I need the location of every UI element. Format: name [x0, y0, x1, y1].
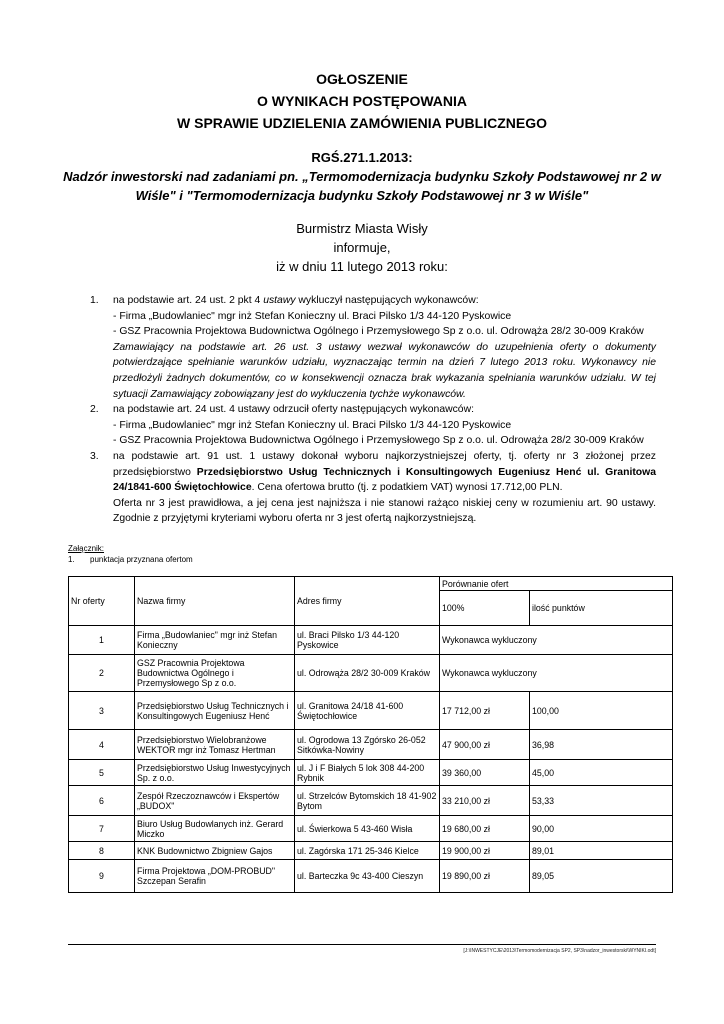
rejected-firm-1: - Firma „Budowlaniec" mgr inż Stefan Konieczny ul. Braci Pilsko 1/3 44-120 Pyskowice: [113, 419, 512, 431]
excluded-firm-1: - Firma „Budowlaniec" mgr inż Stefan Konieczny ul. Braci Pilsko 1/3 44-120 Pyskowice: [113, 310, 512, 322]
table-row: 9 Firma Projektowa „DOM-PROBUD" Szczepan Serafin ul. Barteczka 9c 43-400 Cieszyn 19 890,00 zł 89,05: [69, 860, 673, 893]
table-row: 8 KNK Budownictwo Zbigniew Gajos ul. Zagórska 171 25-346 Kielce 19 900,00 zł 89,01: [69, 842, 673, 860]
header-percent: 100%: [440, 591, 530, 626]
list-number: 1.: [90, 295, 99, 306]
date-line: iż w dniu 11 lutego 2013 roku:: [276, 259, 448, 274]
title-line-3: W SPRAWIE UDZIELENIA ZAMÓWIENIA PUBLICZNEGO: [177, 115, 547, 131]
table-row: 3 Przedsiębiorstwo Usług Technicznych i Konsultingowych Eugeniusz Henć ul. Granitowa 24/18 41-600 Świętochłowice 17 712,00 zł 100,00: [69, 692, 673, 730]
item-lead: na podstawie art. 24 ust. 4 ustawy odrzucił oferty następujących wykonawców:: [113, 404, 474, 416]
list-item-1: [90, 293, 656, 402]
table-row: 5 Przedsiębiorstwo Usług Inwestycyjnych Sp. z o.o. ul. J i F Białych 5 lok 308 44-200 Rybnik 39 360,00 45,00: [69, 760, 673, 786]
header-company-name: Nazwa firmy: [135, 577, 295, 626]
table-row: 7 Biuro Usług Budowlanych inż. Gerard Miczko ul. Świerkowa 5 43-460 Wisła 19 680,00 zł 90,00: [69, 816, 673, 842]
list-item-2: [90, 402, 656, 449]
header-company-address: Adres firmy: [295, 577, 440, 626]
table-row: 6 Zespół Rzeczoznawców i Ekspertów „BUDOX" ul. Strzelców Bytomskich 18 41-902 Bytom 33 210,00 zł 53,33: [69, 786, 673, 816]
decision-list: [90, 293, 656, 527]
attachment-item: 1. punktacja przyznana ofertom: [68, 555, 193, 564]
informs-line: informuje,: [333, 240, 391, 255]
reference-number: RGŚ.271.1.2013:: [311, 150, 413, 165]
attachment-label: Załącznik:: [68, 544, 105, 553]
rejected-firm-2: - GSZ Pracownia Projektowa Budownictwa Ogólnego i Przemysłowego Sp z o.o. ul. Odrowąża 28/2 30-009 Kraków: [113, 435, 644, 447]
mayor-line: Burmistrz Miasta Wisły: [296, 221, 428, 236]
table-row: 1 Firma „Budowlaniec" mgr inż Stefan Konieczny ul. Braci Pilsko 1/3 44-120 Pyskowice Wykonawca wykluczony: [69, 626, 673, 655]
table-row: 2 GSZ Pracownia Projektowa Budownictwa Ogólnego i Przemysłowego Sp z o.o. ul. Odrowąża 28/2 30-009 Kraków Wykonawca wykluczony: [69, 655, 673, 692]
offers-table: [68, 576, 673, 893]
winner-name: Przedsiębiorstwo Usług Technicznych i Konsultingowych Eugeniusz Henć ul. Granitowa 24/1841-600 Świętochłowice: [113, 466, 656, 494]
winner-paragraph: na podstawie art. 91 ust. 1 ustawy dokonał wyboru najkorzystniejszej oferty, tj. oferty nr 3 złożonej przez przedsiębiorstwo Przedsiębiorstwo Usług Technicznych i Konsultingowych Eugeniusz Henć ul. Granitowa 24/1841-600 Świętochłowice. Cena ofertowa brutto (tj. z podatkiem VAT) wynosi 17.712,00 PLN.: [113, 450, 656, 494]
title-line-2: O WYNIKACH POSTĘPOWANIA: [256, 93, 467, 109]
list-number: 3.: [90, 450, 99, 462]
footer-file-path: [J:\INWESTYCJE\2013\Termomodernizacja SP2, SP3\nadzor_inwestorski\WYNIKI.odt]: [463, 948, 656, 954]
winner-justification: Oferta nr 3 jest prawidłowa, a jej cena jest najniższa i nie stanowi rażąco niskiej ceny w rozumieniu art. 90 ustawy. Zgodnie z przyjętymi kryteriami wyboru oferta nr 3 jest ofertą najkorzystniejszą.: [113, 497, 656, 525]
list-number: 2.: [90, 404, 99, 416]
header-offer-number: Nr oferty: [69, 577, 135, 626]
header-points: ilość punktów: [530, 591, 673, 626]
exclusion-note: Zamawiający na podstawie art. 26 ust. 3 ustawy wezwał wykonawców do uzupełnienia oferty o dokumenty potwierdzające spełnianie warunków udziału, wyznaczając termin na dzień 7 lutego 2013 roku. Wykonawcy nie przedłożyli żadnych dokumentów, co w konsekwencji oznacza brak wykazania spełniania warunków udziału. W tej sytuacji Zamawiający zobowiązany jest do wykluczenia tychże wykonawców.: [113, 341, 656, 400]
excluded-firm-2: - GSZ Pracownia Projektowa Budownictwa Ogólnego i Przemysłowego Sp z o.o. ul. Odrowąża 28/2 30-009 Kraków: [113, 326, 644, 338]
title-line-1: OGŁOSZENIE: [316, 71, 408, 87]
header-comparison: Porównanie ofert: [440, 577, 673, 591]
subject: Nadzór inwestorski nad zadaniami pn. „Termomodernizacja budynku Szkoły Podstawowej nr 2 w Wiśle" i "Termomodernizacja budynku Szkoły Podstawowej nr 3 w Wiśle": [63, 169, 661, 203]
item-lead: na podstawie art. 24 ust. 2 pkt 4 ustawy wykluczył następujących wykonawców:: [113, 295, 479, 306]
list-item-3: [90, 449, 656, 527]
table-row: 4 Przedsiębiorstwo Wielobranżowe WEKTOR mgr inż Tomasz Hertman ul. Ogrodowa 13 Zgórsko 26-052 Sitkówka-Nowiny 47 900,00 zł 36,98: [69, 730, 673, 760]
footer-divider: [68, 944, 656, 945]
